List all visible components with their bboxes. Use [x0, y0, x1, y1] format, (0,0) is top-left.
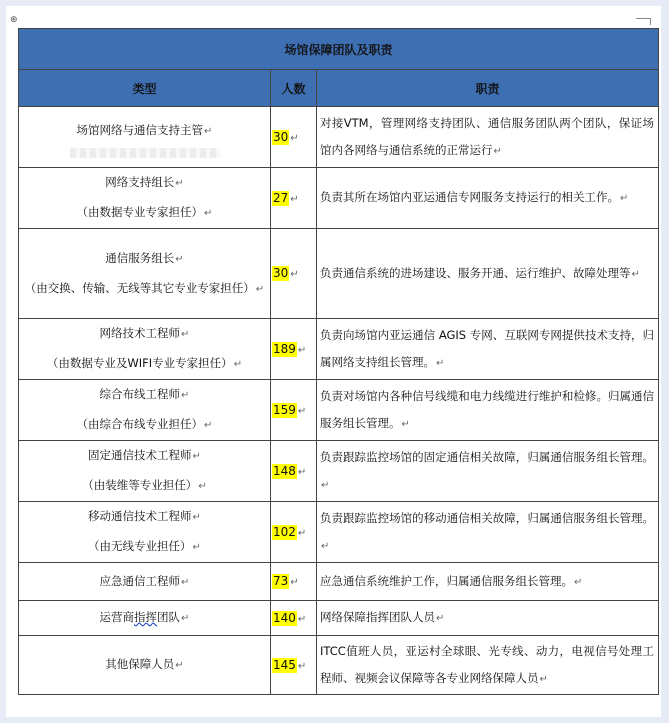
- cell-duty: [317, 107, 659, 168]
- paragraph-mark: ↵: [204, 126, 213, 137]
- paragraph-mark: ↵: [321, 540, 330, 552]
- duty-text: 负责其所在场馆内亚运通信专网服务支持运行的相关工作。: [320, 190, 619, 204]
- paragraph-mark: ↵: [401, 418, 410, 430]
- type-line: （由装维等专业担任）↵: [82, 478, 207, 492]
- count-value: 30: [273, 129, 289, 144]
- paragraph-mark: ↵: [233, 359, 243, 370]
- cell-duty: [317, 380, 659, 441]
- paragraph-mark: ↵: [198, 481, 207, 492]
- paragraph-mark: ↵: [181, 329, 190, 340]
- paragraph-mark: ↵: [255, 283, 265, 295]
- paragraph-mark: ↵: [290, 269, 299, 280]
- duty-text: 负责跟踪监控场馆的固定通信相关故障，归属通信服务组长管理。: [320, 449, 655, 464]
- paragraph-mark: ↵: [436, 357, 445, 369]
- cell-duty: [317, 168, 659, 229]
- cell-type: [19, 168, 271, 229]
- faded-text-artifact: [70, 148, 220, 158]
- cell-count: [271, 380, 317, 441]
- paragraph-mark: ↵: [175, 178, 184, 189]
- paragraph-mark: ↵: [620, 193, 629, 204]
- paragraph-mark: ↵: [192, 512, 201, 523]
- table-title: 场馆保障团队及职责: [19, 29, 659, 70]
- duty-text: 负责跟踪监控场馆的移动通信相关故障，归属通信服务组长管理。: [320, 510, 655, 525]
- paragraph-mark: ↵: [297, 405, 307, 417]
- paragraph-mark: ↵: [290, 193, 299, 205]
- type-line: （由交换、传输、无线等其它专业专家担任）↵: [24, 280, 265, 295]
- table-row: [19, 380, 659, 441]
- count-value: 159: [273, 402, 296, 417]
- table-row: [19, 229, 659, 319]
- type-line: 场馆网络与通信支持主管↵: [76, 123, 213, 137]
- count-value: 189: [273, 341, 296, 356]
- cell-count: [271, 229, 317, 319]
- type-line: （由综合布线专业担任）↵: [76, 417, 213, 431]
- table-row: [19, 601, 659, 636]
- count-value: 30: [273, 266, 289, 280]
- paragraph-mark: ↵: [539, 673, 548, 685]
- type-line: 综合布线工程师↵: [99, 387, 190, 401]
- paragraph-mark: ↵: [181, 576, 190, 588]
- cell-type: [19, 107, 271, 168]
- duty-text: 负责通信系统的进场建设、服务开通、运行维护、故障处理等: [320, 265, 631, 280]
- table-row: [19, 441, 659, 502]
- type-line: 运营商指挥团队↵: [99, 610, 190, 624]
- cell-count: [271, 441, 317, 502]
- cell-count: [271, 601, 317, 636]
- count-value: 73: [273, 574, 289, 588]
- table-row: [19, 502, 659, 563]
- paragraph-mark: ↵: [436, 613, 445, 624]
- cell-duty: [317, 441, 659, 502]
- paragraph-mark: ↵: [192, 542, 201, 553]
- paragraph-mark: ↵: [175, 253, 184, 265]
- duty-text: 网络保障指挥团队人员: [320, 610, 435, 624]
- cell-count: [271, 168, 317, 229]
- cell-count: [271, 502, 317, 563]
- paragraph-mark: ↵: [192, 451, 201, 462]
- header-type: 类型: [19, 70, 271, 107]
- table-row: [19, 168, 659, 229]
- cell-type: [19, 319, 271, 380]
- count-value: 148: [273, 463, 296, 478]
- type-line: 通信服务组长↵: [105, 250, 184, 265]
- duty-text: 负责对场馆内各种信号线缆和电力线缆进行维护和检修。归属通信服务组长管理。: [320, 388, 655, 430]
- table-row: [19, 107, 659, 168]
- document-page: [6, 6, 661, 717]
- team-duty-table: [18, 28, 659, 695]
- table-anchor-icon[interactable]: ⊕: [10, 15, 18, 25]
- type-line: 固定通信技术工程师↵: [88, 448, 201, 462]
- type-line: （由数据专业专家担任）↵: [76, 205, 213, 219]
- table-row: [19, 319, 659, 380]
- cell-duty: [317, 636, 659, 695]
- page-corner-marker: [636, 18, 651, 25]
- cell-count: [271, 636, 317, 695]
- paragraph-mark: ↵: [321, 479, 330, 491]
- table-header-row: [19, 70, 659, 107]
- cell-type: [19, 563, 271, 601]
- cell-duty: [317, 319, 659, 380]
- count-value: 27: [273, 190, 289, 205]
- paragraph-mark: ↵: [290, 132, 299, 144]
- count-value: 102: [273, 524, 296, 539]
- paragraph-mark: ↵: [181, 613, 190, 624]
- paragraph-mark: ↵: [493, 145, 502, 157]
- paragraph-mark: ↵: [297, 344, 307, 356]
- duty-text: ITCC值班人员，亚运村全球眼、光专线、动力，电视信号处理工程师、视频会议保障等各专业网络保障人员: [320, 643, 655, 685]
- paragraph-mark: ↵: [574, 576, 583, 588]
- cell-duty: [317, 563, 659, 601]
- type-line: 应急通信工程师↵: [99, 573, 190, 588]
- cell-count: [271, 563, 317, 601]
- paragraph-mark: ↵: [297, 613, 307, 625]
- type-line: （由数据专业及WIFI专业专家担任）↵: [46, 356, 243, 370]
- type-line: 网络支持组长↵: [105, 175, 184, 189]
- table-row: [19, 636, 659, 695]
- paragraph-mark: ↵: [631, 268, 640, 280]
- cell-type: [19, 380, 271, 441]
- paragraph-mark: ↵: [290, 577, 299, 588]
- type-line: 网络技术工程师↵: [99, 326, 190, 340]
- duty-text: 对接VTM，管理网络支持团队、通信服务团队两个团队，保证场馆内各网络与通信系统的正常运行: [320, 115, 655, 157]
- paragraph-mark: ↵: [204, 208, 213, 219]
- duty-text: 应急通信系统维护工作，归属通信服务组长管理。: [320, 573, 573, 588]
- type-line: （由无线专业担任）↵: [88, 539, 201, 553]
- type-line: 其他保障人员↵: [105, 657, 184, 671]
- header-duty: 职责: [317, 70, 659, 107]
- header-count: 人数: [271, 70, 317, 107]
- paragraph-mark: ↵: [175, 660, 184, 671]
- cell-duty: [317, 502, 659, 563]
- paragraph-mark: ↵: [181, 390, 190, 401]
- cell-duty: [317, 229, 659, 319]
- cell-count: [271, 319, 317, 380]
- count-value: 140: [273, 610, 296, 625]
- cell-type: [19, 502, 271, 563]
- table-row: [19, 563, 659, 601]
- cell-duty: [317, 601, 659, 636]
- table-title-row: [19, 29, 659, 70]
- cell-type: [19, 229, 271, 319]
- cell-type: [19, 636, 271, 695]
- paragraph-mark: ↵: [204, 420, 213, 431]
- cell-count: [271, 107, 317, 168]
- duty-text: 负责向场馆内亚运通信 AGIS 专网、互联网专网提供技术支持，归属网络支持组长管理。: [320, 327, 655, 369]
- paragraph-mark: ↵: [297, 466, 307, 478]
- cell-type: [19, 441, 271, 502]
- type-line: 移动通信技术工程师↵: [88, 509, 201, 523]
- count-value: 145: [273, 657, 296, 672]
- cell-type: [19, 601, 271, 636]
- paragraph-mark: ↵: [297, 660, 307, 672]
- table-body: [19, 107, 659, 695]
- paragraph-mark: ↵: [297, 527, 307, 539]
